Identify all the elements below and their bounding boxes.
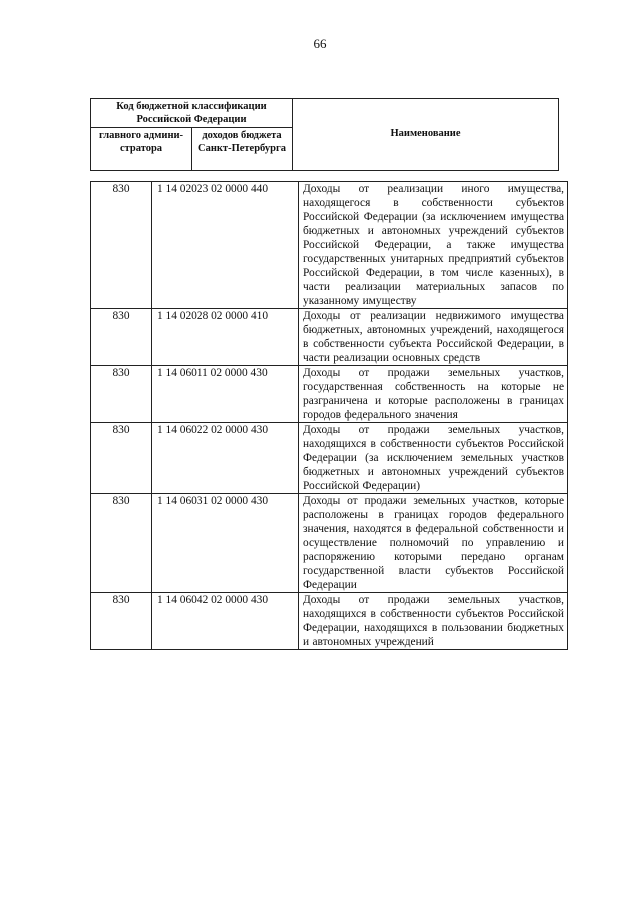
budget-code-cell: 1 14 06031 02 0000 430 (152, 494, 299, 593)
classification-header: Код бюджетной классификации Российской Федерации (91, 99, 293, 128)
name-column-header: Наименование (293, 99, 559, 171)
budget-code-cell: 1 14 06042 02 0000 430 (152, 593, 299, 650)
budget-code-cell: 1 14 02023 02 0000 440 (152, 182, 299, 309)
table-row (91, 309, 568, 366)
admin-code-cell: 830 (91, 366, 152, 423)
admin-code-cell: 830 (91, 494, 152, 593)
income-column-header: доходов бюджета Санкт-Петербурга (192, 128, 293, 171)
revenue-name-cell: Доходы от реализации недвижимого имущества бюджетных, автономных учреждений, находящегося в собственности субъекта Российской Федерации, в части реализации основных средств (299, 309, 568, 366)
table-row (91, 366, 568, 423)
admin-code-cell: 830 (91, 593, 152, 650)
table-row (91, 593, 568, 650)
table-row (91, 182, 568, 309)
revenue-name-cell: Доходы от продажи земельных участков, находящихся в собственности субъектов Российской Федерации, находящихся в пользовании бюджетных и автономных учреждений (299, 593, 568, 650)
table-row (91, 494, 568, 593)
admin-code-cell: 830 (91, 182, 152, 309)
codes-table (90, 181, 568, 650)
header-table (90, 98, 559, 171)
budget-code-cell: 1 14 02028 02 0000 410 (152, 309, 299, 366)
admin-code-cell: 830 (91, 309, 152, 366)
revenue-name-cell: Доходы от реализации иного имущества, находящегося в собственности субъектов Российской Федерации (за исключением имущества бюджетных и автономных учреждений субъектов Российской Федерации, а также имущества государственных унитарных предприятий субъектов Российской Федерации, в том числе казенных), в части реализации материальных запасов по указанному имуществу (299, 182, 568, 309)
revenue-name-cell: Доходы от продажи земельных участков, государственная собственность на которые не разграничена и которые расположены в границах городов федерального значения (299, 366, 568, 423)
revenue-name-cell: Доходы от продажи земельных участков, которые расположены в границах городов федерального значения, находятся в федеральной собственности и осуществление полномочий по управлению и распоряжению которыми передано органам государственной власти субъектов Российской Федерации (299, 494, 568, 593)
table-row (91, 423, 568, 494)
budget-code-cell: 1 14 06011 02 0000 430 (152, 366, 299, 423)
admin-column-header: главного админи-стратора (91, 128, 192, 171)
budget-code-cell: 1 14 06022 02 0000 430 (152, 423, 299, 494)
admin-code-cell: 830 (91, 423, 152, 494)
page-number: 66 (313, 36, 327, 51)
revenue-name-cell: Доходы от продажи земельных участков, находящихся в собственности субъектов Российской Федерации (за исключением земельных участков бюджетных и автономных учреждений субъектов Российской Федерации) (299, 423, 568, 494)
